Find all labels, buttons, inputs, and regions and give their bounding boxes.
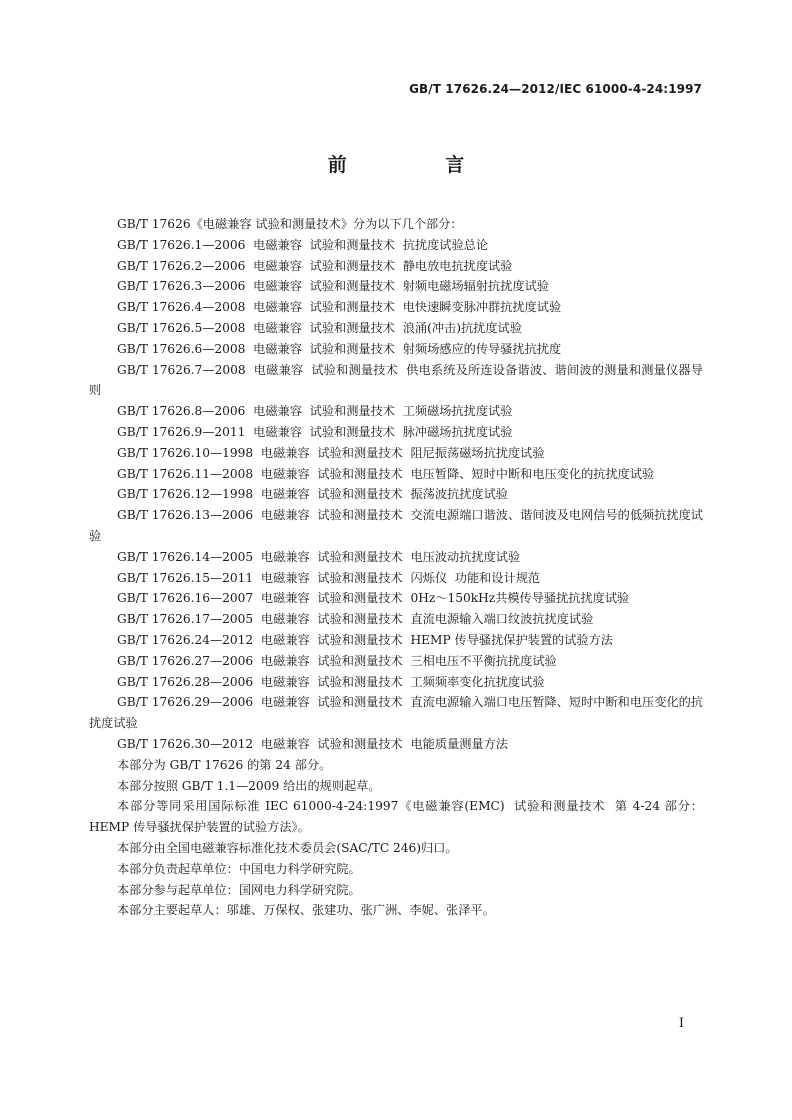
foreword-note: 本部分负责起草单位：中国电力科学研究院。 (117, 861, 361, 876)
parts-list (89, 235, 703, 755)
foreword-note: 本部分为 GB/T 17626 的第 24 部分。 (117, 757, 332, 772)
standard-part-item: GB/T 17626.12—1998 电磁兼容 试验和测量技术 振荡波抗扰度试验 (117, 487, 508, 502)
standard-code-header: GB/T 17626.24—2012/IEC 61000-4-24:1997 (409, 82, 702, 96)
standard-part-item: GB/T 17626.29—2006 电磁兼容 试验和测量技术 直流电源输入端口电压暂降、短时中断和电压变化的抗扰度试验 (89, 695, 703, 731)
standard-part-item: GB/T 17626.30—2012 电磁兼容 试验和测量技术 电能质量测量方法 (117, 736, 508, 751)
foreword-note: 本部分参与起草单位：国网电力科学研究院。 (117, 882, 361, 897)
standard-part-item: GB/T 17626.10—1998 电磁兼容 试验和测量技术 阻尼振荡磁场抗扰度试验 (117, 445, 545, 460)
standard-part-item: GB/T 17626.9—2011 电磁兼容 试验和测量技术 脉冲磁场抗扰度试验 (117, 424, 513, 439)
foreword-body (89, 214, 703, 921)
page-title: 前 言 (327, 154, 511, 176)
standard-part-item: GB/T 17626.28—2006 电磁兼容 试验和测量技术 工频频率变化抗扰度试验 (117, 674, 545, 689)
standard-part-item: GB/T 17626.24—2012 电磁兼容 试验和测量技术 HEMP 传导骚扰保护装置的试验方法 (117, 632, 613, 647)
page-number: I (678, 1016, 684, 1031)
standard-part-item: GB/T 17626.3—2006 电磁兼容 试验和测量技术 射频电磁场辐射抗扰度试验 (117, 279, 549, 294)
foreword-note: 本部分主要起草人：邬雄、万保权、张建功、张广洲、李妮、张泽平。 (117, 903, 495, 918)
foreword-note: 本部分由全国电磁兼容标准化技术委员会(SAC/TC 246)归口。 (117, 840, 458, 855)
standard-part-item: GB/T 17626.11—2008 电磁兼容 试验和测量技术 电压暂降、短时中断和电压变化的抗扰度试验 (117, 466, 655, 481)
standard-part-item: GB/T 17626.5—2008 电磁兼容 试验和测量技术 浪涌(冲击)抗扰度试验 (117, 320, 522, 335)
foreword-note: 本部分按照 GB/T 1.1—2009 给出的规则起草。 (117, 778, 381, 793)
standard-part-item: GB/T 17626.6—2008 电磁兼容 试验和测量技术 射频场感应的传导骚扰抗扰度 (117, 341, 562, 356)
standard-part-item: GB/T 17626.8—2006 电磁兼容 试验和测量技术 工频磁场抗扰度试验 (117, 404, 513, 419)
standard-part-item: GB/T 17626.2—2006 电磁兼容 试验和测量技术 静电放电抗扰度试验 (117, 258, 513, 273)
standard-part-item: GB/T 17626.15—2011 电磁兼容 试验和测量技术 闪烁仪 功能和设计规范 (117, 570, 541, 585)
standard-part-item: GB/T 17626.16—2007 电磁兼容 试验和测量技术 0Hz～150kHz共模传导骚扰抗扰度试验 (117, 591, 630, 606)
standard-part-item: GB/T 17626.14—2005 电磁兼容 试验和测量技术 电压波动抗扰度试验 (117, 549, 521, 564)
standard-part-item: GB/T 17626.17—2005 电磁兼容 试验和测量技术 直流电源输入端口纹波抗扰度试验 (117, 612, 594, 627)
standard-part-item: GB/T 17626.7—2008 电磁兼容 试验和测量技术 供电系统及所连设备谐波、谐间波的测量和测量仪器导则 (89, 362, 703, 398)
standard-part-item: GB/T 17626.4—2008 电磁兼容 试验和测量技术 电快速瞬变脉冲群抗扰度试验 (117, 300, 562, 315)
foreword-note: 本部分等同采用国际标准 IEC 61000-4-24:1997《电磁兼容(EMC) 试验和测量技术 第 4-24 部分：HEMP 传导骚扰保护装置的试验方法》。 (89, 799, 703, 835)
standard-part-item: GB/T 17626.27—2006 电磁兼容 试验和测量技术 三相电压不平衡抗扰度试验 (117, 653, 557, 668)
standard-part-item: GB/T 17626.13—2006 电磁兼容 试验和测量技术 交流电源端口谐波、谐间波及电网信号的低频抗扰度试验 (89, 508, 703, 543)
notes-list (89, 755, 703, 921)
standard-part-item: GB/T 17626.1—2006 电磁兼容 试验和测量技术 抗扰度试验总论 (117, 237, 489, 252)
intro-paragraph: GB/T 17626《电磁兼容 试验和测量技术》分为以下几个部分： (117, 217, 463, 231)
